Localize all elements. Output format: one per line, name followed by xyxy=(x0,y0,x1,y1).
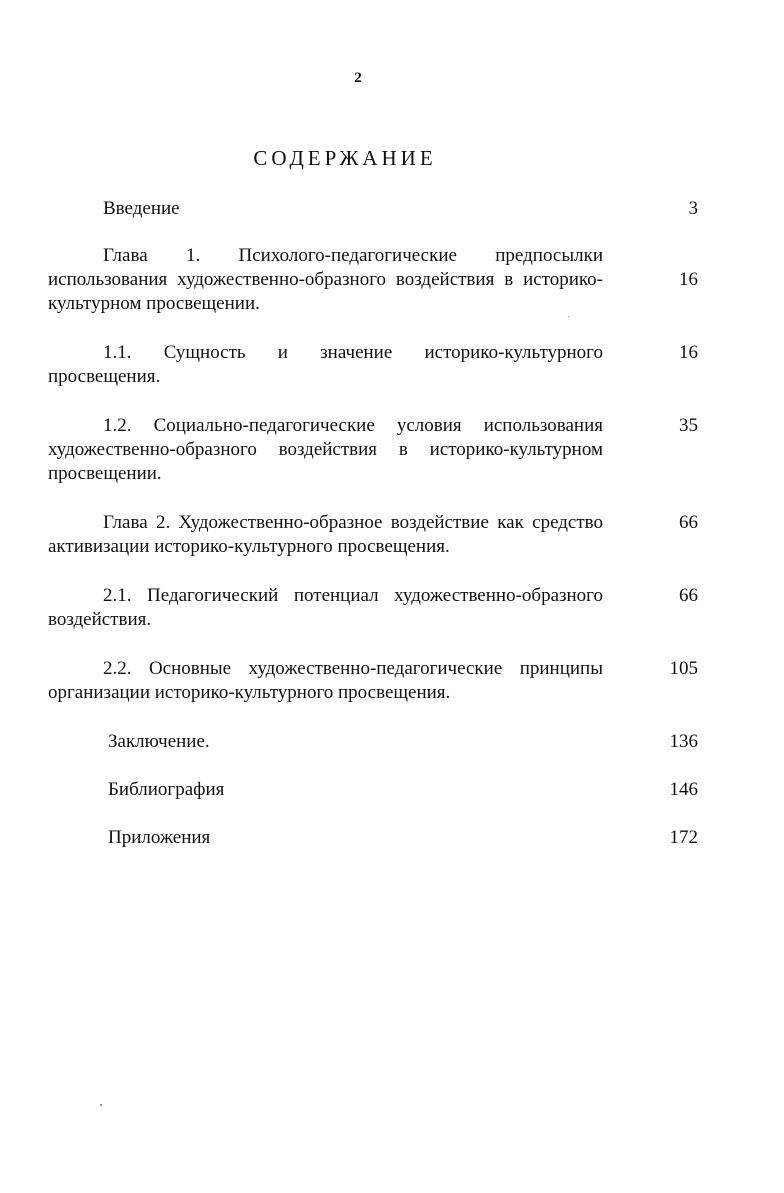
scan-speck xyxy=(568,316,569,317)
toc-entry-page: 35 xyxy=(679,415,698,436)
toc-entry-text: 1.2. Социально-педагогические условия использования художественно-образного воздействия в историко-культурном просвещении. xyxy=(48,415,603,484)
toc-entry-page: 105 xyxy=(669,658,698,679)
toc-entry-text: 2.2. Основные художественно-педагогические принципы организации историко-культурного просвещения. xyxy=(48,658,603,703)
toc-title: СОДЕРЖАНИЕ xyxy=(253,146,437,170)
toc-entry-page: 172 xyxy=(669,827,698,848)
toc-entry-page: 16 xyxy=(679,269,698,290)
toc-entry-page: 146 xyxy=(669,779,698,800)
toc-entry-text: Заключение. xyxy=(108,731,210,752)
toc-entry-page: 66 xyxy=(679,585,698,606)
toc-entry-text: 2.1. Педагогический потенциал художественно-образного воздействия. xyxy=(48,585,603,630)
page-number: 2 xyxy=(354,70,362,86)
toc-entry-text: Библиография xyxy=(108,779,225,800)
toc-entry-text: Введение xyxy=(103,198,180,219)
toc-entry-page: 66 xyxy=(679,512,698,533)
toc-entry-text: Приложения xyxy=(108,827,211,848)
toc-entry-page: 3 xyxy=(688,198,698,219)
toc-entry-text: Глава 1. Психолого-педагогические предпосылки использования художественно-образного воздействия в историко-культурном просвещении. xyxy=(48,245,603,314)
toc-entry-text: 1.1. Сущность и значение историко-культурного просвещения. xyxy=(48,342,603,387)
scan-speck xyxy=(100,1104,102,1106)
toc-entry-page: 16 xyxy=(679,342,698,363)
toc-entry-page: 136 xyxy=(669,731,698,752)
toc-entry-text: Глава 2. Художественно-образное воздействие как средство активизации историко-культурного просвещения. xyxy=(48,512,603,557)
